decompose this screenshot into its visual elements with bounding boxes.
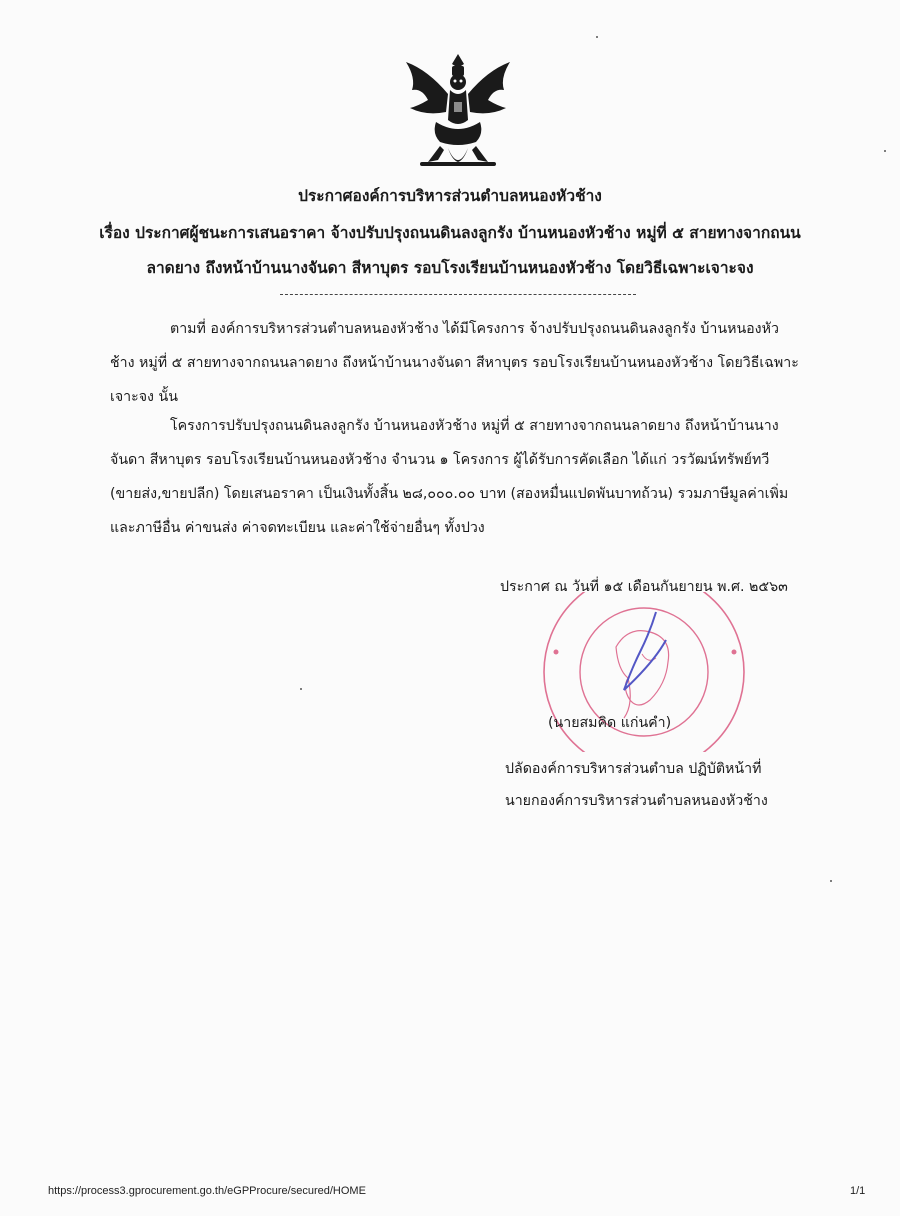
paragraph-1 [110,312,840,414]
subject-line-2: ลาดยาง ถึงหน้าบ้านนางจันดา สีหาบุตร รอบโรงเรียนบ้านหนองหัวช้าง โดยวิธีเฉพาะเจาะจง [146,259,754,277]
scan-speck [596,36,598,38]
signatory-position-1: ปลัดองค์การบริหารส่วนตำบล ปฏิบัติหน้าที่ [505,761,762,777]
garuda-emblem [398,50,518,175]
paragraph-1-line-2: ช้าง หมู่ที่ ๕ สายทางจากถนนลาดยาง ถึงหน้าบ้านนางจันดา สีหาบุตร รอบโรงเรียนบ้านหนองหัวช้าง โดยวิธีเฉพาะ [110,355,799,371]
scan-speck [884,150,886,152]
footer-url: https://process3.gprocurement.go.th/eGPProcure/secured/HOME [48,1185,366,1197]
document-title: ประกาศองค์การบริหารส่วนตำบลหนองหัวช้าง [298,187,602,205]
signatory-name: (นายสมคิด แก่นคำ) [548,715,672,731]
signatory-position-2: นายกองค์การบริหารส่วนตำบลหนองหัวช้าง [505,793,768,809]
paragraph-1-line-1: ตามที่ องค์การบริหารส่วนตำบลหนองหัวช้าง ได้มีโครงการ จ้างปรับปรุงถนนดินลงลูกรัง บ้านหนองหัว [170,321,779,337]
paragraph-2-line-3: (ขายส่ง,ขายปลีก) โดยเสนอราคา เป็นเงินทั้งสิ้น ๒๘,๐๐๐.๐๐ บาท (สองหมื่นแปดพันบาทถ้วน) รวมภาษีมูลค่าเพิ่ม [110,486,789,502]
scan-speck [300,688,302,690]
paragraph-2 [110,409,840,545]
paragraph-2-line-4: และภาษีอื่น ค่าขนส่ง ค่าจดทะเบียน และค่าใช้จ่ายอื่นๆ ทั้งปวง [110,520,485,536]
page-number: 1/1 [850,1185,866,1197]
subject-line-1: เรื่อง ประกาศผู้ชนะการเสนอราคา จ้างปรับปรุงถนนดินลงลูกรัง บ้านหนองหัวช้าง หมู่ที่ ๕ สายทางจากถนน [99,224,801,242]
paragraph-2-line-1: โครงการปรับปรุงถนนดินลงลูกรัง บ้านหนองหัวช้าง หมู่ที่ ๕ สายทางจากถนนลาดยาง ถึงหน้าบ้านนาง [170,418,779,434]
scan-speck [830,880,832,882]
paragraph-2-line-2: จันดา สีหาบุตร รอบโรงเรียนบ้านหนองหัวช้าง จำนวน ๑ โครงการ ผู้ได้รับการคัดเลือก ได้แก่ วรวัฒน์ทรัพย์ทวี [110,452,770,468]
paragraph-1-line-3: เจาะจง นั้น [110,389,178,405]
announcement-date: ประกาศ ณ วันที่ ๑๕ เดือนกันยายน พ.ศ. ๒๕๖๓ [500,579,788,595]
handwritten-signature-icon [624,612,666,690]
separator-line [280,294,636,295]
